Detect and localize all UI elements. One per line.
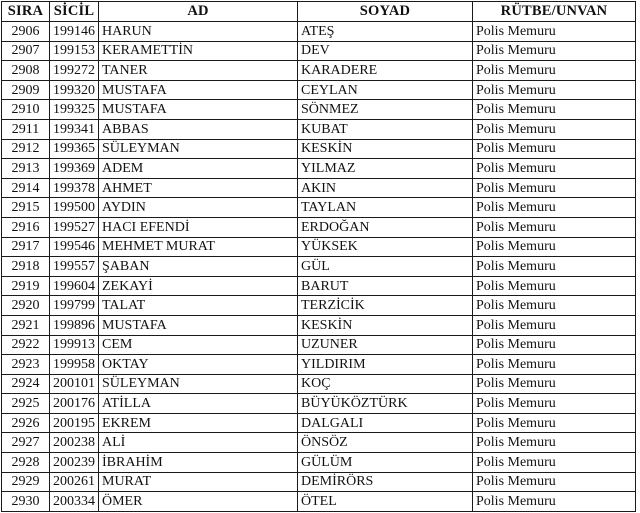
cell-soyad: TAYLAN [298, 198, 473, 218]
cell-sira: 2926 [2, 413, 50, 433]
cell-rutbe: Polis Memuru [473, 119, 636, 139]
cell-ad: ALİ [99, 433, 298, 453]
cell-sicil: 199320 [50, 80, 99, 100]
table-row [2, 159, 636, 179]
cell-soyad: TERZİCİK [298, 296, 473, 316]
cell-soyad: ÖNSÖZ [298, 433, 473, 453]
cell-rutbe: Polis Memuru [473, 139, 636, 159]
cell-ad: ŞABAN [99, 257, 298, 277]
cell-sicil: 199153 [50, 41, 99, 61]
header-row [2, 2, 636, 22]
cell-soyad: DEV [298, 41, 473, 61]
cell-sira: 2911 [2, 119, 50, 139]
cell-sicil: 199799 [50, 296, 99, 316]
cell-rutbe: Polis Memuru [473, 374, 636, 394]
cell-ad: TALAT [99, 296, 298, 316]
cell-rutbe: Polis Memuru [473, 433, 636, 453]
cell-sicil: 199365 [50, 139, 99, 159]
cell-soyad: KUBAT [298, 119, 473, 139]
table-row [2, 413, 636, 433]
cell-ad: İBRAHİM [99, 453, 298, 473]
cell-soyad: KESKİN [298, 139, 473, 159]
table-row [2, 257, 636, 277]
cell-sicil: 199913 [50, 335, 99, 355]
cell-ad: ÖMER [99, 492, 298, 512]
cell-sira: 2916 [2, 217, 50, 237]
cell-sira: 2907 [2, 41, 50, 61]
table-row [2, 296, 636, 316]
cell-rutbe: Polis Memuru [473, 22, 636, 42]
cell-ad: TANER [99, 61, 298, 81]
cell-soyad: GÜLÜM [298, 453, 473, 473]
cell-rutbe: Polis Memuru [473, 159, 636, 179]
cell-soyad: AKIN [298, 178, 473, 198]
cell-soyad: KARADERE [298, 61, 473, 81]
cell-ad: SÜLEYMAN [99, 139, 298, 159]
cell-soyad: UZUNER [298, 335, 473, 355]
cell-sicil: 199325 [50, 100, 99, 120]
cell-rutbe: Polis Memuru [473, 492, 636, 512]
cell-sicil: 199378 [50, 178, 99, 198]
cell-soyad: YILMAZ [298, 159, 473, 179]
table-row [2, 217, 636, 237]
cell-sicil: 199341 [50, 119, 99, 139]
cell-sicil: 199500 [50, 198, 99, 218]
table-row [2, 276, 636, 296]
table-row [2, 22, 636, 42]
cell-sira: 2920 [2, 296, 50, 316]
cell-rutbe: Polis Memuru [473, 217, 636, 237]
cell-sicil: 199369 [50, 159, 99, 179]
cell-rutbe: Polis Memuru [473, 413, 636, 433]
column-header-sira: SIRA [2, 2, 50, 22]
cell-sira: 2909 [2, 80, 50, 100]
cell-sira: 2917 [2, 237, 50, 257]
table-row [2, 394, 636, 414]
cell-soyad: DALGALI [298, 413, 473, 433]
cell-sira: 2908 [2, 61, 50, 81]
table-row [2, 433, 636, 453]
cell-sira: 2910 [2, 100, 50, 120]
cell-ad: MUSTAFA [99, 315, 298, 335]
cell-sicil: 199557 [50, 257, 99, 277]
cell-sira: 2918 [2, 257, 50, 277]
cell-sira: 2927 [2, 433, 50, 453]
cell-sira: 2906 [2, 22, 50, 42]
cell-sicil: 200195 [50, 413, 99, 433]
column-header-sicil: SİCİL [50, 2, 99, 22]
cell-sira: 2915 [2, 198, 50, 218]
cell-ad: ADEM [99, 159, 298, 179]
cell-soyad: BARUT [298, 276, 473, 296]
cell-sicil: 199958 [50, 355, 99, 375]
column-header-rutbe: RÜTBE/UNVAN [473, 2, 636, 22]
cell-rutbe: Polis Memuru [473, 335, 636, 355]
document-page [0, 1, 640, 512]
cell-sira: 2919 [2, 276, 50, 296]
cell-ad: AHMET [99, 178, 298, 198]
cell-soyad: SÖNMEZ [298, 100, 473, 120]
table-row [2, 139, 636, 159]
cell-sicil: 199527 [50, 217, 99, 237]
cell-sira: 2924 [2, 374, 50, 394]
table-row [2, 61, 636, 81]
cell-rutbe: Polis Memuru [473, 198, 636, 218]
cell-soyad: KESKİN [298, 315, 473, 335]
cell-ad: CEM [99, 335, 298, 355]
table-row [2, 80, 636, 100]
cell-sicil: 199546 [50, 237, 99, 257]
table-row [2, 315, 636, 335]
cell-soyad: DEMİRÖRS [298, 472, 473, 492]
table-row [2, 453, 636, 473]
table-row [2, 198, 636, 218]
cell-ad: ABBAS [99, 119, 298, 139]
cell-ad: ZEKAYİ [99, 276, 298, 296]
cell-soyad: CEYLAN [298, 80, 473, 100]
cell-ad: MEHMET MURAT [99, 237, 298, 257]
table-row [2, 119, 636, 139]
cell-soyad: BÜYÜKÖZTÜRK [298, 394, 473, 414]
cell-sicil: 200101 [50, 374, 99, 394]
table-row [2, 355, 636, 375]
cell-ad: ATİLLA [99, 394, 298, 414]
table-row [2, 374, 636, 394]
cell-rutbe: Polis Memuru [473, 80, 636, 100]
table-row [2, 100, 636, 120]
cell-ad: OKTAY [99, 355, 298, 375]
cell-rutbe: Polis Memuru [473, 355, 636, 375]
cell-soyad: ÖTEL [298, 492, 473, 512]
cell-rutbe: Polis Memuru [473, 61, 636, 81]
cell-sira: 2928 [2, 453, 50, 473]
table-row [2, 492, 636, 512]
table-row [2, 237, 636, 257]
table-body [2, 22, 636, 512]
table-row [2, 335, 636, 355]
cell-sira: 2929 [2, 472, 50, 492]
cell-rutbe: Polis Memuru [473, 296, 636, 316]
cell-sira: 2921 [2, 315, 50, 335]
cell-ad: MUSTAFA [99, 80, 298, 100]
cell-ad: HARUN [99, 22, 298, 42]
cell-rutbe: Polis Memuru [473, 257, 636, 277]
cell-soyad: GÜL [298, 257, 473, 277]
cell-rutbe: Polis Memuru [473, 472, 636, 492]
cell-soyad: ERDOĞAN [298, 217, 473, 237]
cell-sicil: 200239 [50, 453, 99, 473]
cell-ad: EKREM [99, 413, 298, 433]
table-header [2, 2, 636, 22]
cell-rutbe: Polis Memuru [473, 453, 636, 473]
table-row [2, 178, 636, 198]
table-row [2, 41, 636, 61]
cell-rutbe: Polis Memuru [473, 315, 636, 335]
cell-rutbe: Polis Memuru [473, 41, 636, 61]
cell-rutbe: Polis Memuru [473, 178, 636, 198]
cell-sicil: 199272 [50, 61, 99, 81]
cell-rutbe: Polis Memuru [473, 394, 636, 414]
cell-soyad: ATEŞ [298, 22, 473, 42]
cell-sira: 2930 [2, 492, 50, 512]
cell-rutbe: Polis Memuru [473, 276, 636, 296]
cell-sicil: 199896 [50, 315, 99, 335]
cell-sicil: 199146 [50, 22, 99, 42]
cell-ad: SÜLEYMAN [99, 374, 298, 394]
cell-rutbe: Polis Memuru [473, 237, 636, 257]
cell-ad: AYDIN [99, 198, 298, 218]
cell-ad: KERAMETTİN [99, 41, 298, 61]
cell-sicil: 200238 [50, 433, 99, 453]
cell-ad: HACI EFENDİ [99, 217, 298, 237]
cell-soyad: KOÇ [298, 374, 473, 394]
cell-sicil: 200176 [50, 394, 99, 414]
cell-sicil: 200261 [50, 472, 99, 492]
cell-sira: 2912 [2, 139, 50, 159]
cell-sicil: 199604 [50, 276, 99, 296]
cell-sira: 2923 [2, 355, 50, 375]
cell-rutbe: Polis Memuru [473, 100, 636, 120]
cell-soyad: YILDIRIM [298, 355, 473, 375]
cell-soyad: YÜKSEK [298, 237, 473, 257]
cell-sira: 2922 [2, 335, 50, 355]
personnel-table [1, 1, 636, 512]
cell-ad: MUSTAFA [99, 100, 298, 120]
cell-sira: 2925 [2, 394, 50, 414]
cell-sira: 2914 [2, 178, 50, 198]
cell-sira: 2913 [2, 159, 50, 179]
cell-sicil: 200334 [50, 492, 99, 512]
table-row [2, 472, 636, 492]
column-header-ad: AD [99, 2, 298, 22]
column-header-soyad: SOYAD [298, 2, 473, 22]
cell-ad: MURAT [99, 472, 298, 492]
